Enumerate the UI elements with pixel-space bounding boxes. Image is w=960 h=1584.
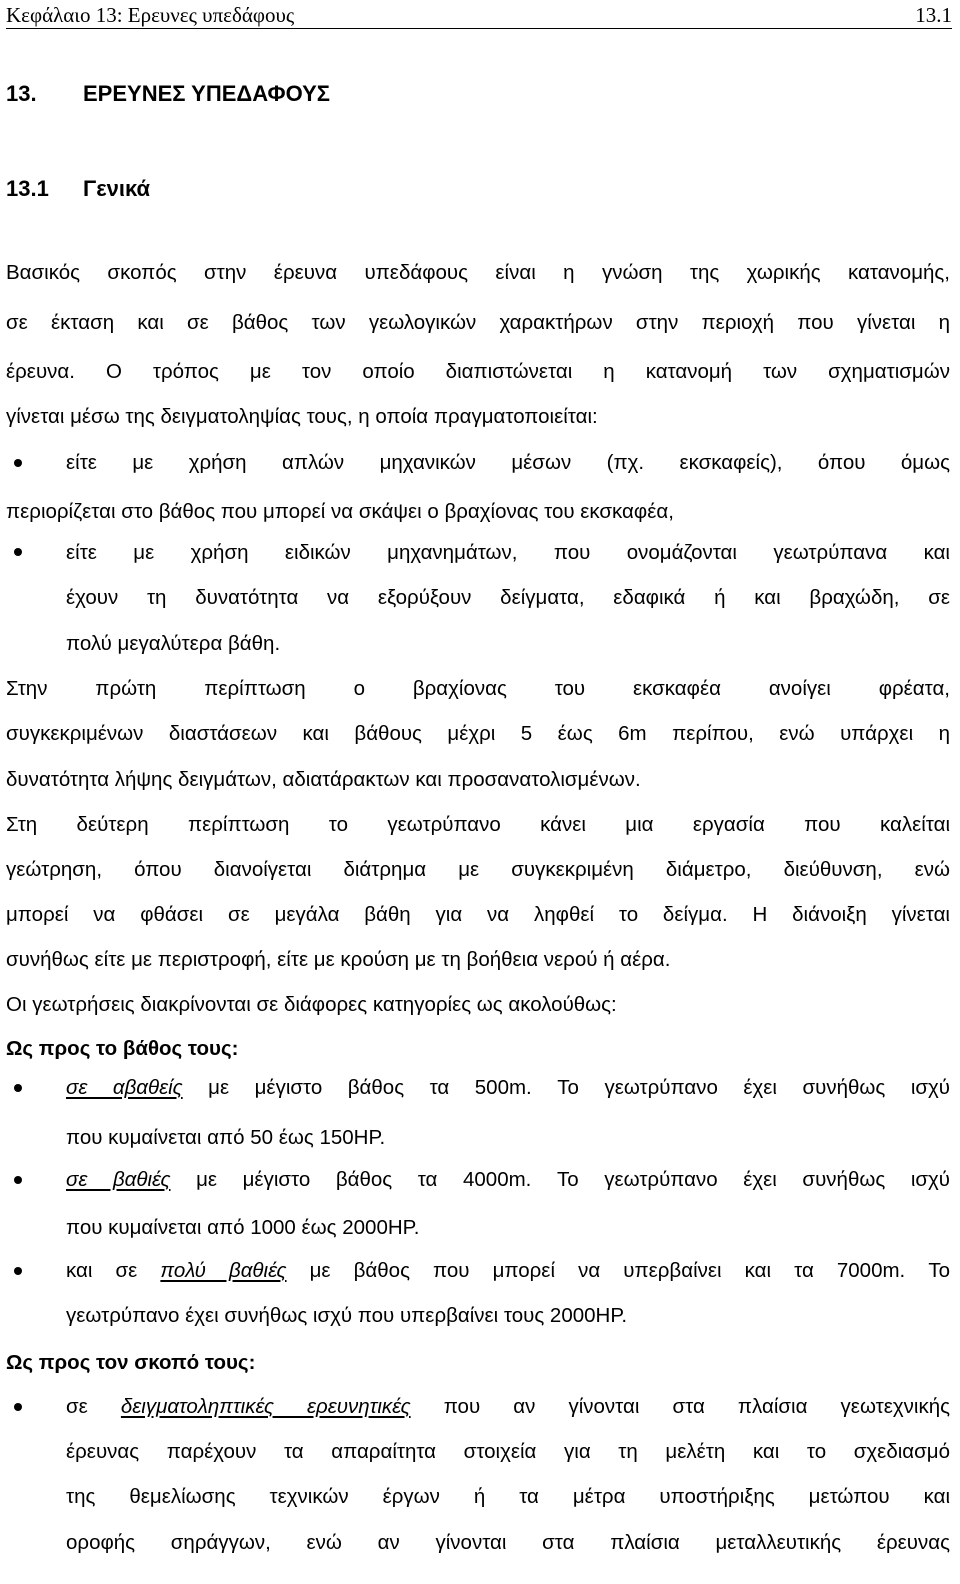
paragraph-line: δυνατότητα λήψης δειγμάτων, αδιατάρακτων και προσανατολισμένων. — [6, 768, 641, 791]
section-heading-text: Γενικά — [83, 176, 151, 201]
paragraph-line: συνήθως είτε με περιστροφή, είτε με κρούση με τη βοήθεια νερού ή αέρα. — [6, 948, 671, 971]
section-number: 13.1 — [6, 176, 49, 201]
chapter-heading — [6, 79, 330, 109]
list-item-line: είτε με χρήση απλών μηχανικών μέσων (πχ. εκσκαφείς), όπου όμως — [66, 451, 950, 474]
term: δειγματοληπτικές ερευνητικές — [120, 1395, 411, 1418]
list-item-line: έρευνας παρέχουν τα απαραίτητα στοιχεία για τη μελέτη και το σχεδιασμό — [66, 1440, 950, 1463]
running-header — [6, 2, 952, 29]
list-item-line: είτε με χρήση ειδικών μηχανημάτων, που ονομάζονται γεωτρύπανα και — [66, 541, 950, 564]
list-item-line: σε δειγματοληπτικές ερευνητικές που αν γίνονται στα πλαίσια γεωτεχνικής — [66, 1395, 950, 1418]
bullet-icon — [14, 1084, 22, 1092]
list-item-line: της θεμελίωσης τεχνικών έργων ή τα μέτρα υποστήριξης μετώπου και — [66, 1485, 950, 1508]
bullet-icon — [14, 548, 22, 556]
bullet-icon — [14, 1267, 22, 1275]
paragraph-line: συγκεκριμένων διαστάσεων και βάθους μέχρι 5 έως 6m περίπου, ενώ υπάρχει η — [6, 722, 950, 745]
bullet-icon — [14, 1403, 22, 1411]
paragraph-line: μπορεί να φθάσει σε μεγάλα βάθη για να ληφθεί το δείγμα. Η διάνοιξη γίνεται — [6, 903, 950, 926]
list-item-line: που κυμαίνεται από 50 έως 150HP. — [66, 1126, 386, 1149]
chapter-heading-text: ΕΡΕΥΝΕΣ ΥΠΕΔΑΦΟΥΣ — [83, 81, 330, 106]
paragraph-line: σε έκταση και σε βάθος των γεωλογικών χαρακτήρων στην περιοχή που γίνεται η — [6, 311, 950, 334]
page-number: 13.1 — [915, 3, 952, 27]
chapter-number: 13. — [6, 81, 37, 106]
term: πολύ βαθιές — [160, 1259, 287, 1282]
paragraph-line: Στην πρώτη περίπτωση ο βραχίονας του εκσκαφέα ανοίγει φρέατα, — [6, 677, 950, 700]
list-item-line: οροφής σηράγγων, ενώ αν γίνονται στα πλαίσια μεταλλευτικής έρευνας — [66, 1531, 950, 1554]
list-item-line: γεωτρύπανο έχει συνήθως ισχύ που υπερβαίνει τους 2000HP. — [66, 1304, 628, 1327]
list-item-line: περιορίζεται στο βάθος που μπορεί να σκάψει ο βραχίονας του εκσκαφέα, — [6, 500, 674, 523]
term: σε βαθιές — [66, 1168, 171, 1191]
list-item-line: πολύ μεγαλύτερα βάθη. — [66, 632, 281, 655]
paragraph-line: Στη δεύτερη περίπτωση το γεωτρύπανο κάνει μια εργασία που καλείται — [6, 813, 950, 836]
paragraph-line: Οι γεωτρήσεις διακρίνονται σε διάφορες κατηγορίες ως ακολούθως: — [6, 993, 617, 1016]
bullet-icon — [14, 1176, 22, 1184]
list-item-line: σε αβαθείς με μέγιστο βάθος τα 500m. Το γεωτρύπανο έχει συνήθως ισχύ — [66, 1076, 950, 1099]
subsection-heading: Ως προς τον σκοπό τους: — [6, 1351, 256, 1374]
list-item-line: και σε πολύ βαθιές με βάθος που μπορεί να υπερβαίνει και τα 7000m. Το — [66, 1259, 951, 1282]
section-heading — [6, 174, 150, 204]
list-item-line: που κυμαίνεται από 1000 έως 2000HP. — [66, 1216, 420, 1239]
term: σε αβαθείς — [66, 1076, 183, 1099]
subsection-heading: Ως προς το βάθος τους: — [6, 1037, 239, 1060]
paragraph-line: έρευνα. Ο τρόπος με τον οποίο διαπιστώνεται η κατανομή των σχηματισμών — [6, 360, 950, 383]
bullet-icon — [14, 459, 22, 467]
paragraph-line: γεώτρηση, όπου διανοίγεται διάτρημα με συγκεκριμένη διάμετρο, διεύθυνση, ενώ — [6, 858, 950, 881]
paragraph-line: Βασικός σκοπός στην έρευνα υπεδάφους είναι η γνώση της χωρικής κατανομής, — [6, 261, 950, 284]
paragraph-line: γίνεται μέσω της δειγματοληψίας τους, η οποία πραγματοποιείται: — [6, 405, 598, 428]
list-item-line: σε βαθιές με μέγιστο βάθος τα 4000m. Το γεωτρύπανο έχει συνήθως ισχύ — [66, 1168, 951, 1191]
chapter-title: Κεφάλαιο 13: Ερευνες υπεδάφους — [6, 3, 295, 27]
list-item-line: έχουν τη δυνατότητα να εξορύξουν δείγματα, εδαφικά ή και βραχώδη, σε — [66, 586, 950, 609]
